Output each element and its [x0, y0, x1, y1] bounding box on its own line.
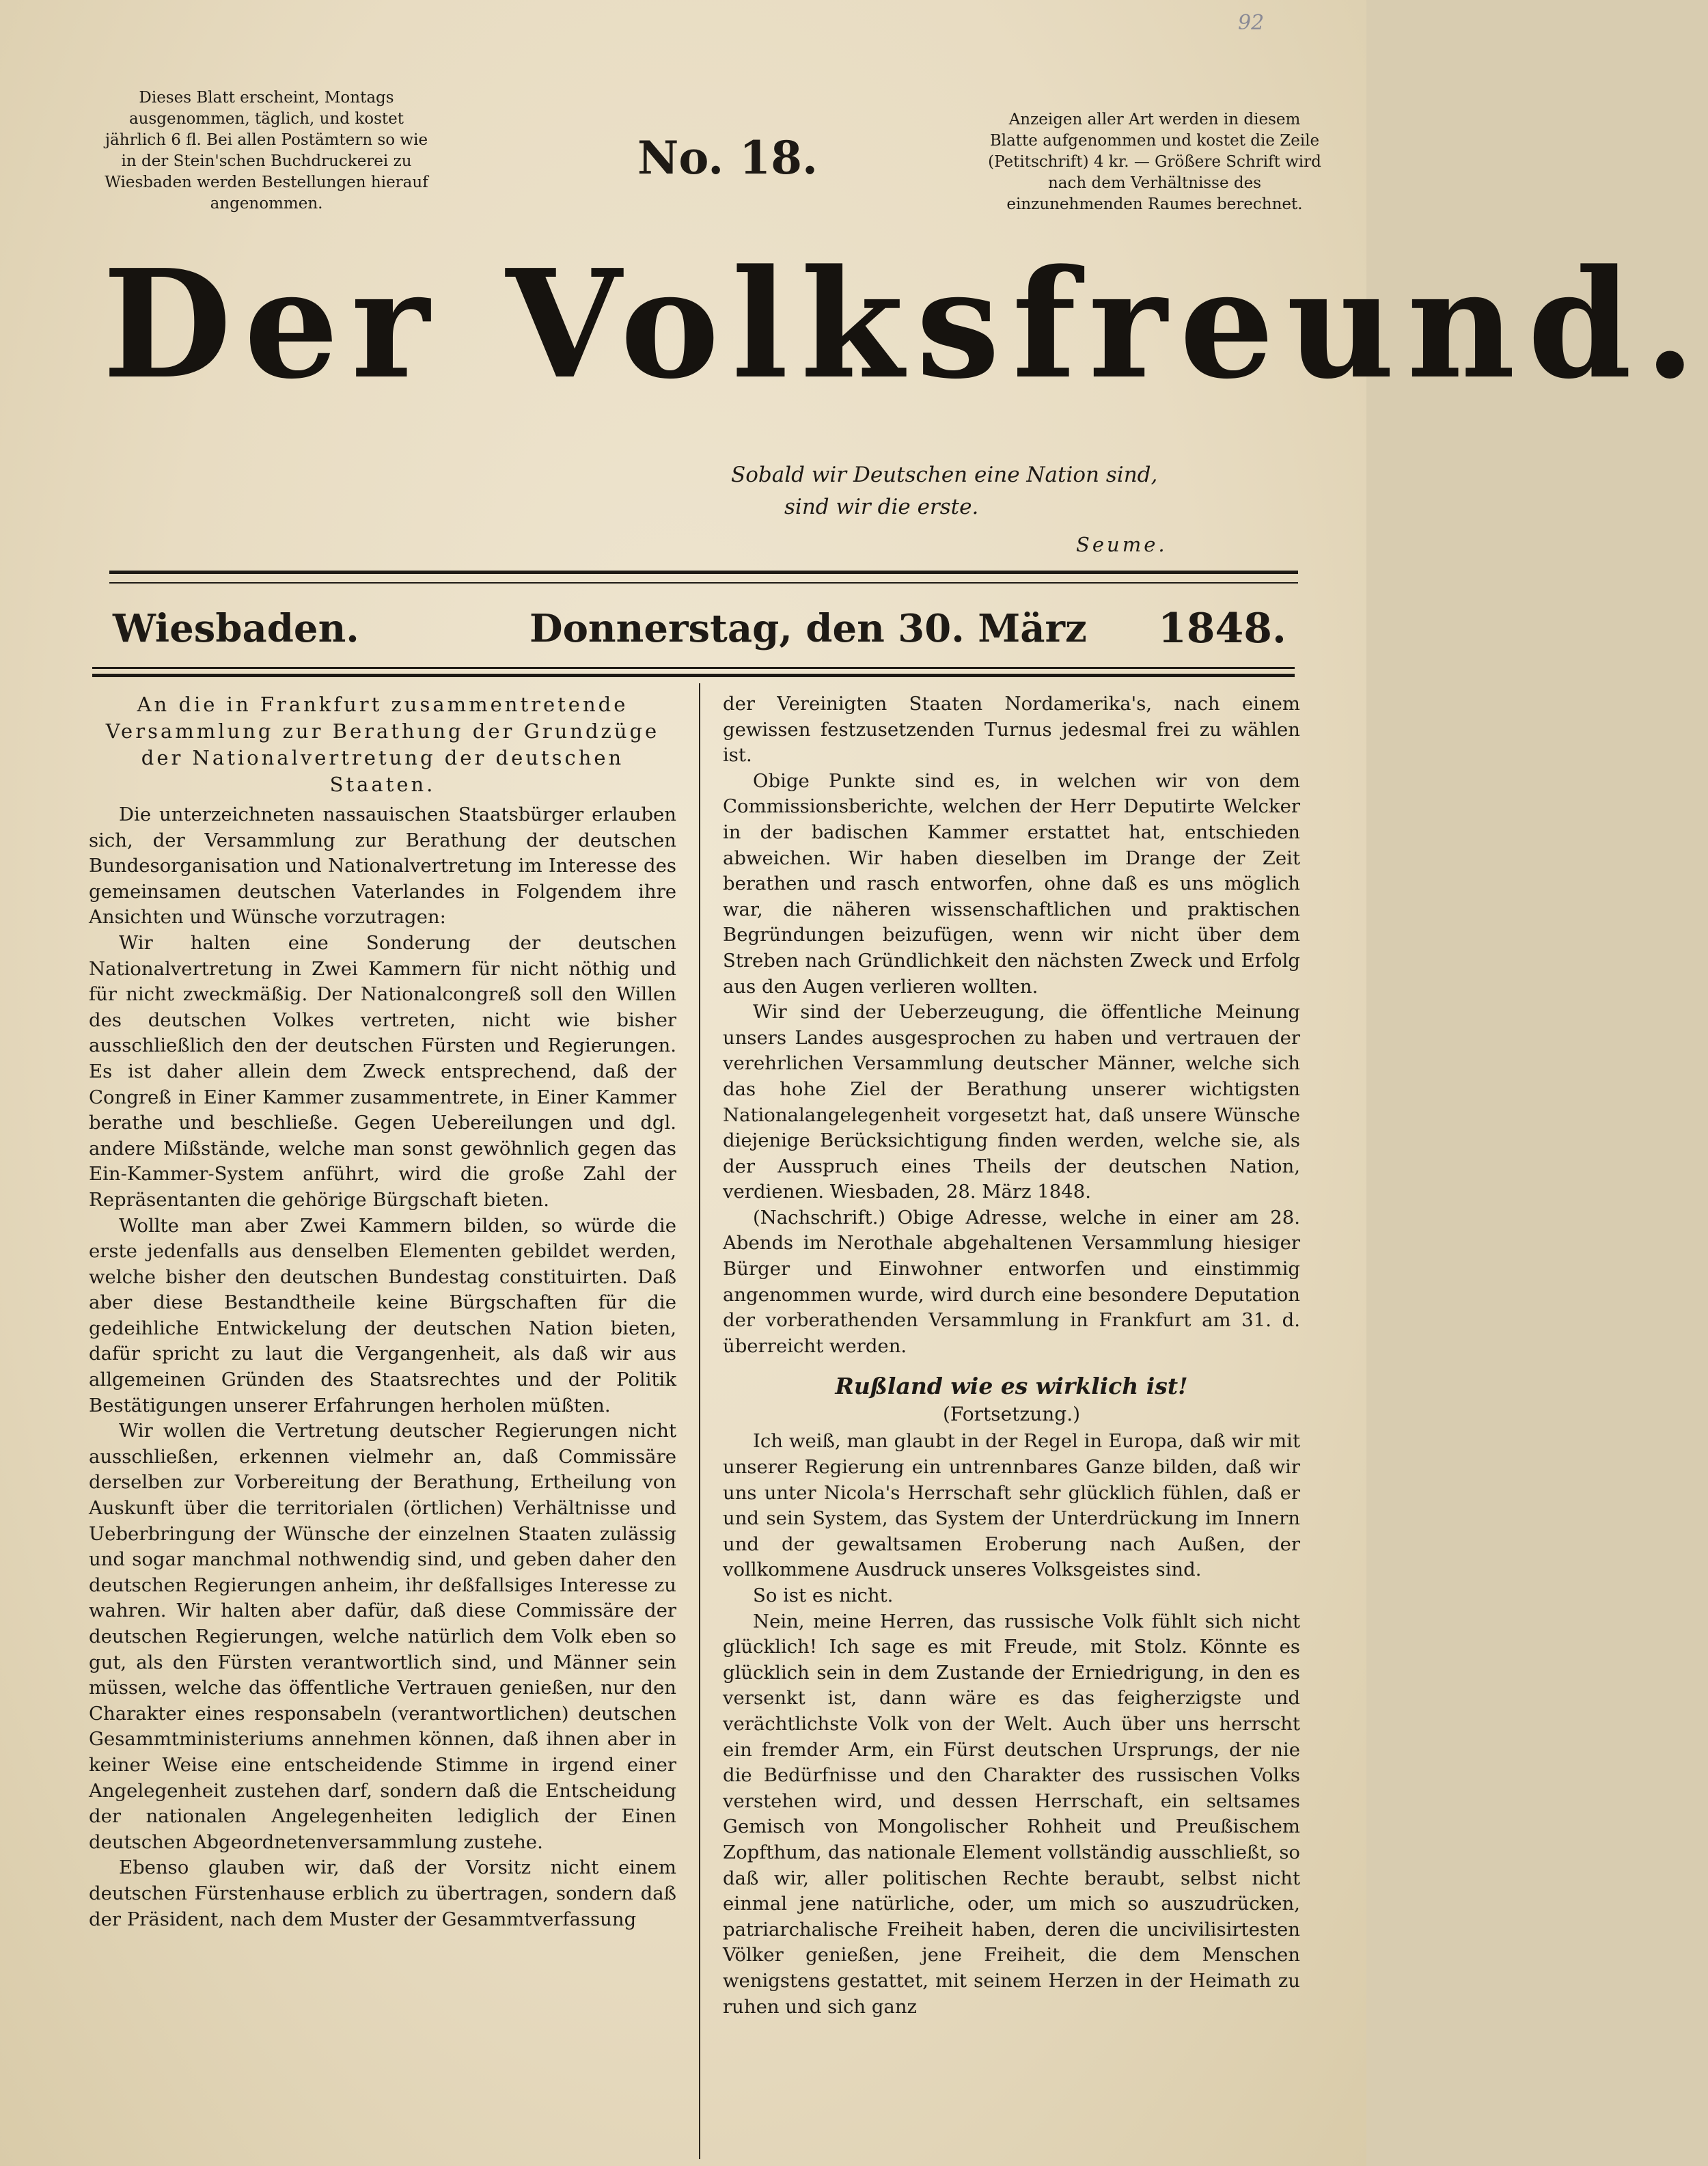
article-continuation: der Vereinigten Staaten Nordamerika's, nach einem gewissen festzusetzenden Turnus jedesmal frei zu wählen ist. [723, 693, 1300, 767]
left-column [89, 691, 676, 1932]
motto [731, 459, 1209, 523]
article-paragraph: Nein, meine Herren, das russische Volk fühlt sich nicht glücklich! Ich sage es mit Freude, mit Stolz. Könnte es glücklich sein in dem Zustande der Erniedrigung, in den es versenkt ist, dann wäre es das feigherzigste und verächtlichste Volk von der Welt. Auch über uns herrscht ein fremder Arm, ein Fürst deutschen Ursprungs, der nie die Bedürfnisse und den Charakter des russischen Volks verstehen wird, und dessen Herrschaft, ein seltsames Gemisch von Mongolischer Rohheit und Preußischem Zopfthum, das nationale Element vollständig ausschließt, so daß wir, aller politischen Rechte beraubt, selbst nicht einmal jene natürliche, oder, um mich so auszudrücken, patriarchalische Freiheit haben, deren die uncivilisirtesten Völker genießen, jene Freiheit, die dem Menschen wenigstens gestattet, mit seinem Herzen in der Heimath zu ruhen und sich ganz [723, 1610, 1300, 2018]
rule-divider [109, 582, 1298, 584]
article-paragraph: Wir halten eine Sonderung der deutschen Nationalvertretung in Zwei Kammern für nicht nöthig und für nicht zweckmäßig. Der Nationalcongreß soll den Willen des deutschen Volkes vertreten, nicht wie bisher ausschließlich den der deutschen Fürsten und Regierungen. Es ist daher allein dem Zweck entsprechend, daß der Congreß in Einer Kammer zusammentrete, in Einer Kammer berathe und beschließe. Gegen Uebereilungen und dgl. andere Mißstände, welche man sonst gewöhnlich gegen das Ein-Kammer-System anführt, wird die große Zahl der Repräsentanten die gehörige Bürgschaft bieten. [89, 931, 676, 1211]
article-paragraph: Ebenso glauben wir, daß der Vorsitz nicht einem deutschen Fürstenhause erblich zu übertragen, sondern daß der Präsident, nach dem Muster der Gesammtverfassung [89, 1856, 676, 1930]
article-paragraph: Wir wollen die Vertretung deutscher Regierungen nicht ausschließen, erkennen vielmehr an, daß Commissäre derselben zur Vorbereitung der Berathung, Ertheilung von Auskunft über die territorialen (örtlichen) Verhältnisse und Ueberbringung der Wünsche der einzelnen Staaten zulässig und sogar manchmal nothwendig sind, und geben daher den deutschen Regierungen anheim, ihr deßfallsiges Interesse zu wahren. Wir halten aber dafür, daß diese Commissäre der deutschen Regierungen, welche natürlich dem Volk eben so gut, als den Fürsten verantwortlich sind, und Männer sein müssen, welche das öffentliche Vertrauen genießen, nur den Charakter eines responsabeln (verantwortlichen) deutschen Gesammtministeriums annehmen können, daß ihnen aber in keiner Weise eine entscheidende Stimme in irgend einer Angelegenheit zustehen darf, sondern daß die Entscheidung der nationalen Angelegenheiten lediglich der Einen deutschen Abgeordnetenversammlung zustehe. [89, 1420, 676, 1853]
article-paragraph: Die unterzeichneten nassauischen Staatsbürger erlauben sich, der Versammlung zur Berathung der deutschen Bundesorganisation und Nationalvertretung im Interesse des gemeinsamen deutschen Vaterlandes in Folgendem ihre Ansichten und Wünsche vorzutragen: [89, 804, 676, 929]
section-gap [723, 1359, 1300, 1371]
article-paragraph: Wollte man aber Zwei Kammern bilden, so würde die erste jedenfalls aus denselben Elementen gebildet werden, welche bisher den deutschen Bundestag constituirten. Daß aber diese Bestandtheile keine Bürgschaften für die gedeihliche Entwickelung der deutschen Nation bieten, dafür spricht zu laut die Vergangenheit, als daß wir aus allgemeinen Gründen des Staatsrechtes und der Politik Bestätigungen unserer Erfahrungen herholen müßten. [89, 1214, 676, 1416]
article-paragraph: Obige Punkte sind es, in welchen wir von dem Commissionsberichte, welchen der Herr Deputirte Welcker in der badischen Kammer erstattet hat, entschieden abweichen. Wir haben dieselben im Drange der Zeit berathen und rasch entworfen, ohne daß es uns möglich war, die näheren wissenschaftlichen und praktischen Begründungen beizufügen, wenn wir nicht über dem Streben nach Gründlichkeit den nächsten Zweck und Erfolg aus den Augen verlieren wollten. [723, 769, 1300, 998]
article-heading: An die in Frankfurt zusammentretende Versammlung zur Berathung der Grundzüge der Nationalvertretung der deutschen Staaten. [105, 693, 660, 796]
article-paragraph: So ist es nicht. [753, 1585, 894, 1606]
article-paragraph: Ich weiß, man glaubt in der Regel in Europa, daß wir mit unserer Regierung ein untrennbares Ganze bilden, daß wir uns unter Nicola's Herrschaft sehr glücklich fühlen, daß er und sein System, das System der Unterdrückung im Innern und der gewaltsamen Eroberung nach Außen, der vollkommene Ausdruck unseres Volksgeistes sind. [723, 1430, 1300, 1581]
dateline-year: 1848. [1158, 605, 1286, 653]
rule-divider [109, 571, 1298, 574]
issue-number: No. 18. [637, 131, 818, 184]
rule-divider [92, 667, 1295, 669]
dateline-date: Donnerstag, den 30. März [529, 606, 1087, 651]
advertising-info: Anzeigen aller Art werden in diesem Blatte aufgenommen und kostet die Zeile (Petitschrift) 4 kr. — Größere Schrift wird nach dem Verhältnisse des einzunehmenden Raumes berechnet. [988, 111, 1321, 213]
dateline-city: Wiesbaden. [113, 606, 359, 651]
motto-line-1: Sobald wir Deutschen eine Nation sind, [731, 463, 1158, 487]
column-divider [699, 683, 700, 2159]
rule-divider [92, 674, 1295, 677]
postscript-paragraph: (Nachschrift.) Obige Adresse, welche in einer am 28. Abends im Nerothale abgehaltenen Versammlung hiesiger Bürger und Einwohner entworfen und einstimmig angenommen wurde, wird durch eine besondere Deputation der vorberathenden Versammlung in Frankfurt am 31. d. überreicht werden. [723, 1206, 1300, 1357]
article-heading: Rußland wie es wirklich ist! [835, 1373, 1188, 1400]
motto-author: Seume. [1076, 533, 1168, 556]
right-column [723, 691, 1300, 2020]
article-subheading: (Fortsetzung.) [942, 1403, 1081, 1426]
pencil-page-number: 92 [1238, 11, 1265, 35]
subscription-info: Dieses Blatt erscheint, Montags ausgenommen, täglich, und kostet jährlich 6 fl. Bei allen Postämtern so wie in der Stein'schen Buchdruckerei zu Wiesbaden werden Bestellungen hierauf angenommen. [105, 89, 428, 213]
newspaper-title: Der Volksfreund. [102, 237, 1708, 412]
article-paragraph: Wir sind der Ueberzeugung, die öffentliche Meinung unsers Landes ausgesprochen zu haben und vertrauen der verehrlichen Versammlung deutscher Männer, welche sich das hohe Ziel der Berathung unserer wichtigsten Nationalangelegenheit vorgesetzt hat, daß unsere Wünsche diejenige Berücksichtigung finden werden, welche sie, als der Ausspruch eines Theils der deutschen Nation, verdienen. Wiesbaden, 28. März 1848. [723, 1001, 1300, 1203]
motto-line-2: sind wir die erste. [784, 495, 979, 519]
